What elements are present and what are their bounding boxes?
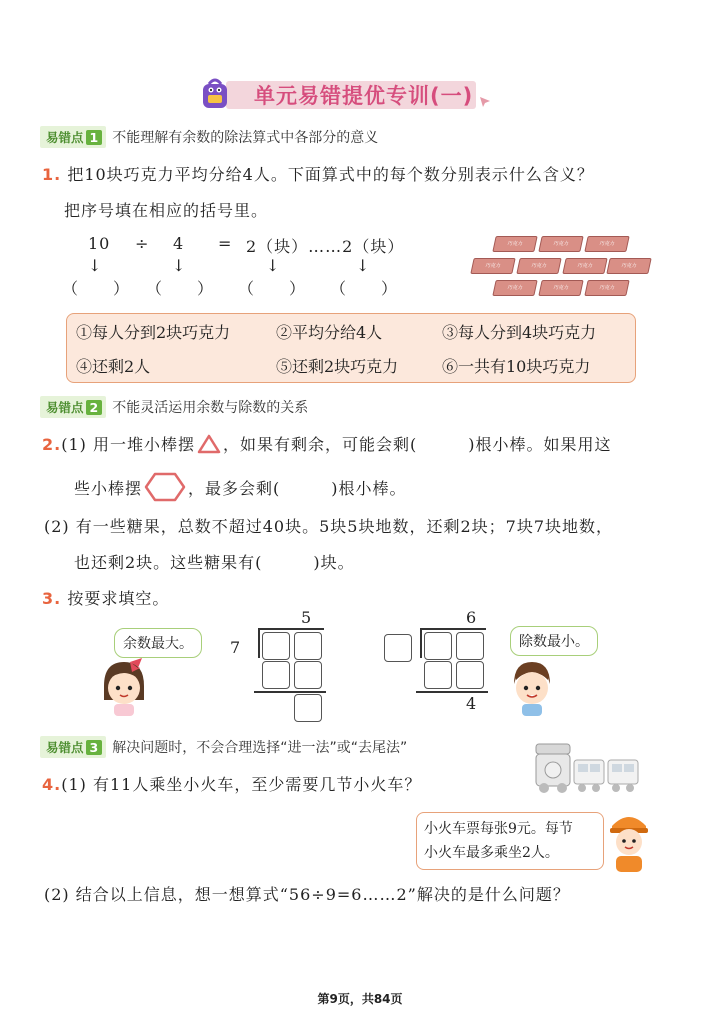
- q3-line: 3. 按要求填空。: [42, 589, 170, 608]
- blank-box[interactable]: [294, 661, 322, 689]
- q1-expr-result: 2（块）……2（块）: [246, 237, 405, 256]
- left-division-bracket: [258, 628, 260, 658]
- blank-box[interactable]: [424, 632, 452, 660]
- blank-box[interactable]: [424, 661, 452, 689]
- page-title: 单元易错提优专训(一): [254, 84, 474, 108]
- q1-expr-eq: =: [218, 234, 233, 253]
- section-header-1: 易错点 1 不能理解有余数的除法算式中各部分的意义: [40, 126, 378, 148]
- girl-avatar: [94, 656, 154, 722]
- speech-bubble-right: 除数最小。: [510, 626, 598, 656]
- blank-box[interactable]: [262, 661, 290, 689]
- chocolate-illustration: [468, 232, 648, 302]
- q4-part1: 4.(1) 有11人乘坐小火车，至少需要几节小火车？: [42, 775, 422, 794]
- train-illustration: [534, 740, 644, 800]
- error-tag: 易错点 3: [40, 736, 106, 758]
- error-tag: 易错点 1: [40, 126, 106, 148]
- q1-expr-4: 4: [173, 234, 185, 253]
- option-2: ②平均分给4人: [276, 323, 383, 342]
- q2-part1-line1: 2.(1) 用一堆小棒摆 ，如果有剩余，可能会剩( )根小棒。如果用这: [42, 432, 611, 458]
- q2-part1-line2: 些小棒摆 ，最多会剩( )根小棒。: [74, 472, 407, 506]
- left-divisor: 7: [230, 638, 242, 657]
- blank-box[interactable]: [262, 632, 290, 660]
- q2-part2-line1: (2) 有一些糖果，总数不超过40块。5块5块地数，还剩2块；7块7块地数，: [44, 517, 614, 536]
- left-quotient: 5: [301, 608, 313, 627]
- info-line-1: 小火车票每张9元。每节: [424, 821, 573, 837]
- section-header-3: 易错点 3 解决问题时，不会合理选择“进一法”或“去尾法”: [40, 736, 407, 758]
- answer-paren-2[interactable]: （ ）: [146, 279, 215, 298]
- chocolate-bar: 巧克力: [562, 258, 607, 274]
- q1-line2: 把序号填在相应的括号里。: [64, 201, 269, 220]
- triangle-icon: [197, 434, 221, 458]
- blank-box[interactable]: [456, 661, 484, 689]
- chocolate-bar: 巧克力: [516, 258, 561, 274]
- right-quotient: 6: [466, 608, 478, 627]
- page-footer: 第9页，共84页: [317, 992, 403, 1006]
- chocolate-bar: 巧克力: [492, 280, 537, 296]
- blank-box[interactable]: [294, 694, 322, 722]
- arrow-4: ↓: [356, 256, 371, 275]
- hexagon-icon: [144, 472, 186, 506]
- section-header-2: 易错点 2 不能灵活运用余数与除数的关系: [40, 396, 308, 418]
- right-remainder: 4: [466, 694, 478, 713]
- chocolate-bar: 巧克力: [606, 258, 651, 274]
- chocolate-bar: 巧克力: [584, 280, 629, 296]
- chocolate-bar: 巧克力: [470, 258, 515, 274]
- option-1: ①每人分到2块巧克力: [76, 323, 231, 342]
- blank-box[interactable]: [294, 632, 322, 660]
- arrow-1: ↓: [88, 256, 103, 275]
- answer-paren-4[interactable]: （ ）: [330, 279, 399, 298]
- option-4: ④还剩2人: [76, 357, 151, 376]
- right-subtract-line: [416, 691, 488, 693]
- info-line-2: 小火车最多乘坐2人。: [424, 845, 559, 861]
- chocolate-bar: 巧克力: [584, 236, 629, 252]
- boy-avatar: [504, 656, 560, 722]
- arrow-2: ↓: [172, 256, 187, 275]
- q2-part2-line2: 也还剩2块。这些糖果有( )块。: [74, 553, 355, 572]
- answer-paren-3[interactable]: （ ）: [238, 279, 307, 298]
- left-division-bar: [258, 628, 324, 630]
- q1-line1: 1. 把10块巧克力平均分给4人。下面算式中的每个数分别表示什么含义？: [42, 165, 594, 184]
- pin-icon: [478, 94, 492, 113]
- blank-box[interactable]: [384, 634, 412, 662]
- blank-box[interactable]: [456, 632, 484, 660]
- option-3: ③每人分到4块巧克力: [442, 323, 597, 342]
- speech-bubble-left: 余数最大。: [114, 628, 202, 658]
- q1-expr-div: ÷: [135, 234, 150, 253]
- q1-expr-10: 10: [88, 234, 111, 253]
- left-subtract-line: [254, 691, 326, 693]
- chocolate-bar: 巧克力: [492, 236, 537, 252]
- chocolate-bar: 巧克力: [538, 236, 583, 252]
- q4-part2: (2) 结合以上信息，想一想算式“56÷9=6……2”解决的是什么问题？: [44, 885, 570, 904]
- backpack-icon: [200, 78, 230, 114]
- option-5: ⑤还剩2块巧克力: [276, 357, 399, 376]
- chocolate-bar: 巧克力: [538, 280, 583, 296]
- right-division-bar: [420, 628, 486, 630]
- answer-paren-1[interactable]: （ ）: [62, 279, 131, 298]
- arrow-3: ↓: [266, 256, 281, 275]
- right-division-bracket: [420, 628, 422, 658]
- conductor-avatar: [604, 808, 654, 878]
- error-tag: 易错点 2: [40, 396, 106, 418]
- option-6: ⑥一共有10块巧克力: [442, 357, 591, 376]
